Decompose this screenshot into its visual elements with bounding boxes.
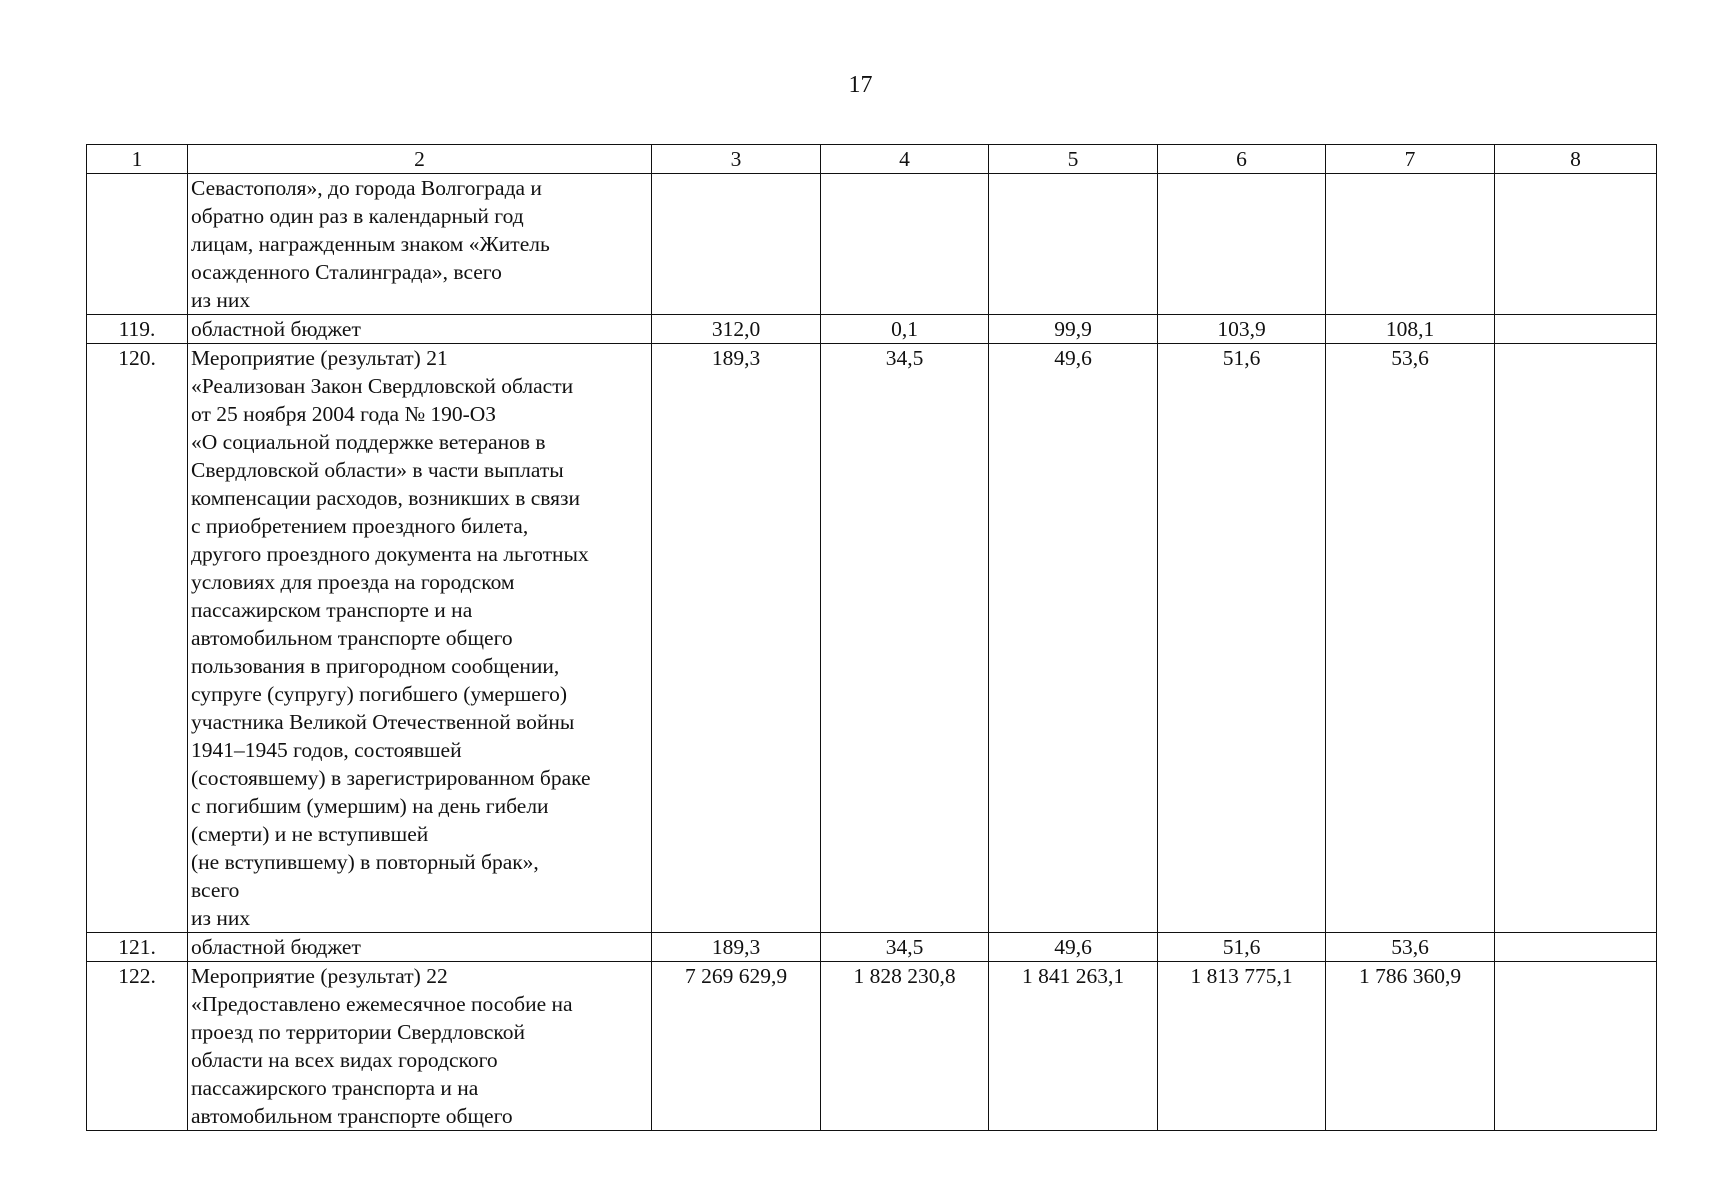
value-col-8 <box>1495 962 1657 1131</box>
value-col-3: 189,3 <box>652 933 821 962</box>
column-header-2: 2 <box>188 145 652 174</box>
value-col-5: 99,9 <box>989 315 1158 344</box>
column-header-3: 3 <box>652 145 821 174</box>
row-description: Мероприятие (результат) 21 «Реализован Закон Свердловской области от 25 ноября 2004 года № 190-ОЗ «О социальной поддержке ветеранов в Свердловской области» в части выплаты компенсации расходов, возникших в связи с приобретением проездного билета, другого проездного документа на льготных условиях для проезда на городском пассажирском транспорте и на автомобильном транспорте общего пользования в пригородном сообщении, супруге (супругу) погибшего (умершего) участника Великой Отечественной войны 1941–1945 годов, состоявшей (состоявшему) в зарегистрированном браке с погибшим (умершим) на день гибели (смерти) и не вступившей (не вступившему) в повторный брак», всего из них <box>188 344 652 933</box>
value-col-5 <box>989 174 1158 315</box>
value-col-8 <box>1495 933 1657 962</box>
value-col-4: 1 828 230,8 <box>821 962 989 1131</box>
value-col-7: 1 786 360,9 <box>1326 962 1495 1131</box>
row-number: 121. <box>87 933 188 962</box>
column-header-6: 6 <box>1158 145 1326 174</box>
value-col-6 <box>1158 174 1326 315</box>
row-number: 120. <box>87 344 188 933</box>
budget-table <box>86 144 1657 1131</box>
value-col-5: 1 841 263,1 <box>989 962 1158 1131</box>
column-header-5: 5 <box>989 145 1158 174</box>
value-col-8 <box>1495 174 1657 315</box>
row-description: областной бюджет <box>188 315 652 344</box>
value-col-7: 53,6 <box>1326 933 1495 962</box>
value-col-3: 7 269 629,9 <box>652 962 821 1131</box>
value-col-3: 312,0 <box>652 315 821 344</box>
row-description: областной бюджет <box>188 933 652 962</box>
value-col-7: 108,1 <box>1326 315 1495 344</box>
table-row <box>87 933 1657 962</box>
value-col-4 <box>821 174 989 315</box>
column-header-8: 8 <box>1495 145 1657 174</box>
row-description: Севастополя», до города Волгограда и обратно один раз в календарный год лицам, награжденным знаком «Житель осажденного Сталинграда», всего из них <box>188 174 652 315</box>
row-number: 122. <box>87 962 188 1131</box>
value-col-4: 34,5 <box>821 344 989 933</box>
column-header-4: 4 <box>821 145 989 174</box>
value-col-3 <box>652 174 821 315</box>
page-number: 17 <box>848 72 873 98</box>
value-col-8 <box>1495 344 1657 933</box>
row-number <box>87 174 188 315</box>
row-number: 119. <box>87 315 188 344</box>
value-col-5: 49,6 <box>989 933 1158 962</box>
value-col-7: 53,6 <box>1326 344 1495 933</box>
value-col-4: 34,5 <box>821 933 989 962</box>
column-header-7: 7 <box>1326 145 1495 174</box>
value-col-4: 0,1 <box>821 315 989 344</box>
value-col-6: 51,6 <box>1158 933 1326 962</box>
value-col-3: 189,3 <box>652 344 821 933</box>
value-col-6: 103,9 <box>1158 315 1326 344</box>
column-header-1: 1 <box>87 145 188 174</box>
value-col-6: 51,6 <box>1158 344 1326 933</box>
table-row <box>87 344 1657 933</box>
table-row <box>87 315 1657 344</box>
table-row <box>87 962 1657 1131</box>
value-col-6: 1 813 775,1 <box>1158 962 1326 1131</box>
row-description: Мероприятие (результат) 22 «Предоставлено ежемесячное пособие на проезд по территории Свердловской области на всех видах городского пассажирского транспорта и на автомобильном транспорте общего <box>188 962 652 1131</box>
value-col-7 <box>1326 174 1495 315</box>
header-row <box>87 145 1657 174</box>
value-col-8 <box>1495 315 1657 344</box>
table-row <box>87 174 1657 315</box>
value-col-5: 49,6 <box>989 344 1158 933</box>
